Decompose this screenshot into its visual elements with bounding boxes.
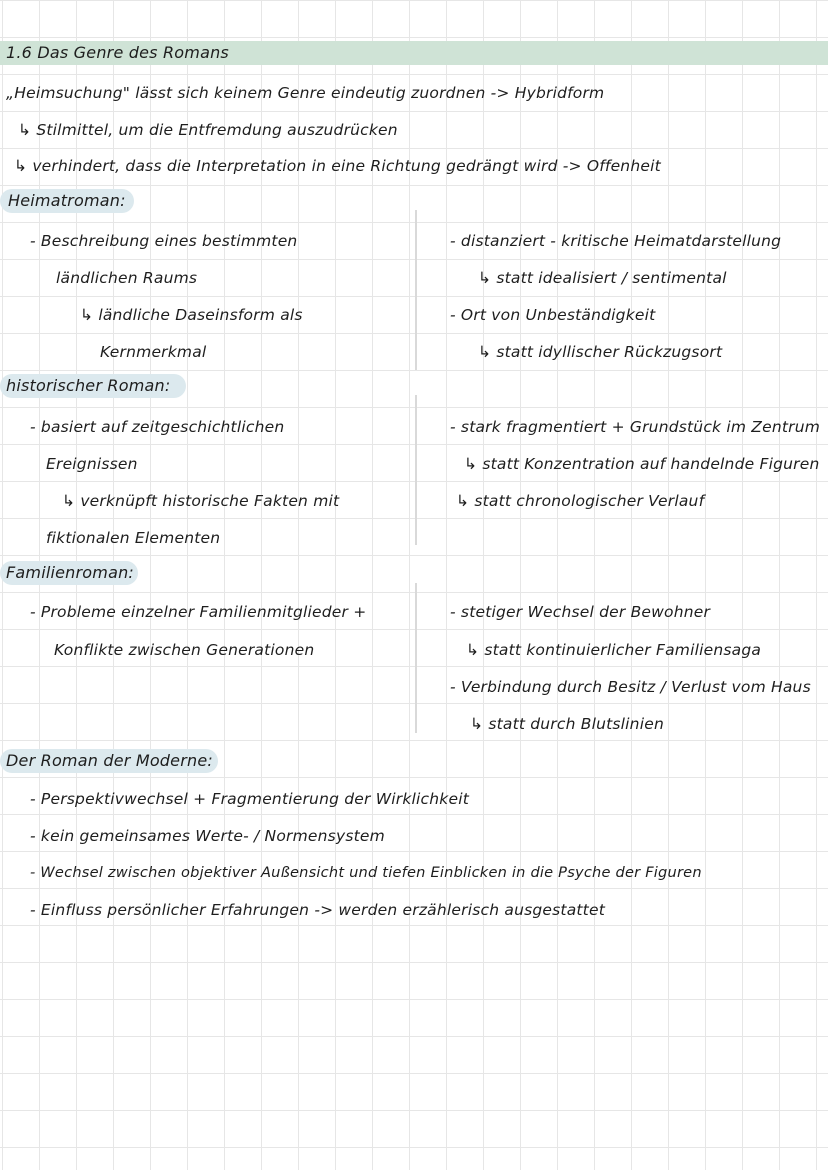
heimat-right-1: - distanziert - kritische Heimatdarstellung [450, 232, 782, 250]
hist-right-3: ↳ statt chronologischer Verlauf [456, 492, 705, 510]
column-divider [415, 210, 417, 370]
hist-left-2: Ereignissen [46, 455, 138, 473]
fam-right-1: - stetiger Wechsel der Bewohner [450, 603, 711, 621]
heimat-left-4: Kernmerkmal [100, 343, 207, 361]
column-divider [415, 395, 417, 545]
intro-line-2: ↳ Stilmittel, um die Entfremdung auszudrücken [18, 121, 398, 139]
moderne-item-3: - Wechsel zwischen objektiver Außensicht und tiefen Einblicken in die Psyche der Figuren [30, 864, 702, 881]
hist-left-1: - basiert auf zeitgeschichtlichen [30, 418, 285, 436]
heimat-right-4: ↳ statt idyllischer Rückzugsort [478, 343, 723, 361]
moderne-item-4: - Einfluss persönlicher Erfahrungen -> werden erzählerisch ausgestattet [30, 901, 605, 919]
fam-left-1: - Probleme einzelner Familienmitglieder + [30, 603, 367, 621]
heading-historisch: historischer Roman: [6, 376, 171, 395]
heimat-left-1: - Beschreibung eines bestimmten [30, 232, 298, 250]
moderne-item-1: - Perspektivwechsel + Fragmentierung der Wirklichkeit [30, 790, 469, 808]
heimat-left-3: ↳ ländliche Daseinsform als [80, 306, 303, 324]
fam-right-2: ↳ statt kontinuierlicher Familiensaga [466, 641, 762, 659]
hist-left-4: fiktionalen Elementen [46, 529, 221, 547]
hist-left-3: ↳ verknüpft historische Fakten mit [62, 492, 340, 510]
heimat-right-2: ↳ statt idealisiert / sentimental [478, 269, 727, 287]
intro-line-3: ↳ verhindert, dass die Interpretation in eine Richtung gedrängt wird -> Offenheit [14, 157, 661, 175]
hist-right-2: ↳ statt Konzentration auf handelnde Figuren [464, 455, 820, 473]
moderne-item-2: - kein gemeinsames Werte- / Normensystem [30, 827, 385, 845]
fam-left-2: Konflikte zwischen Generationen [54, 641, 315, 659]
fam-right-3: - Verbindung durch Besitz / Verlust vom Haus [450, 678, 811, 696]
heimat-right-3: - Ort von Unbeständigkeit [450, 306, 656, 324]
fam-right-4: ↳ statt durch Blutslinien [470, 715, 664, 733]
column-divider [415, 583, 417, 733]
heimat-left-2: ländlichen Raums [56, 269, 198, 287]
hist-right-1: - stark fragmentiert + Grundstück im Zentrum [450, 418, 821, 436]
intro-line-1: „Heimsuchung" lässt sich keinem Genre eindeutig zuordnen -> Hybridform [6, 84, 605, 102]
heading-heimatroman: Heimatroman: [8, 191, 126, 210]
heading-moderne: Der Roman der Moderne: [6, 751, 213, 770]
page-title: 1.6 Das Genre des Romans [6, 43, 229, 62]
heading-familienroman: Familienroman: [6, 563, 135, 582]
